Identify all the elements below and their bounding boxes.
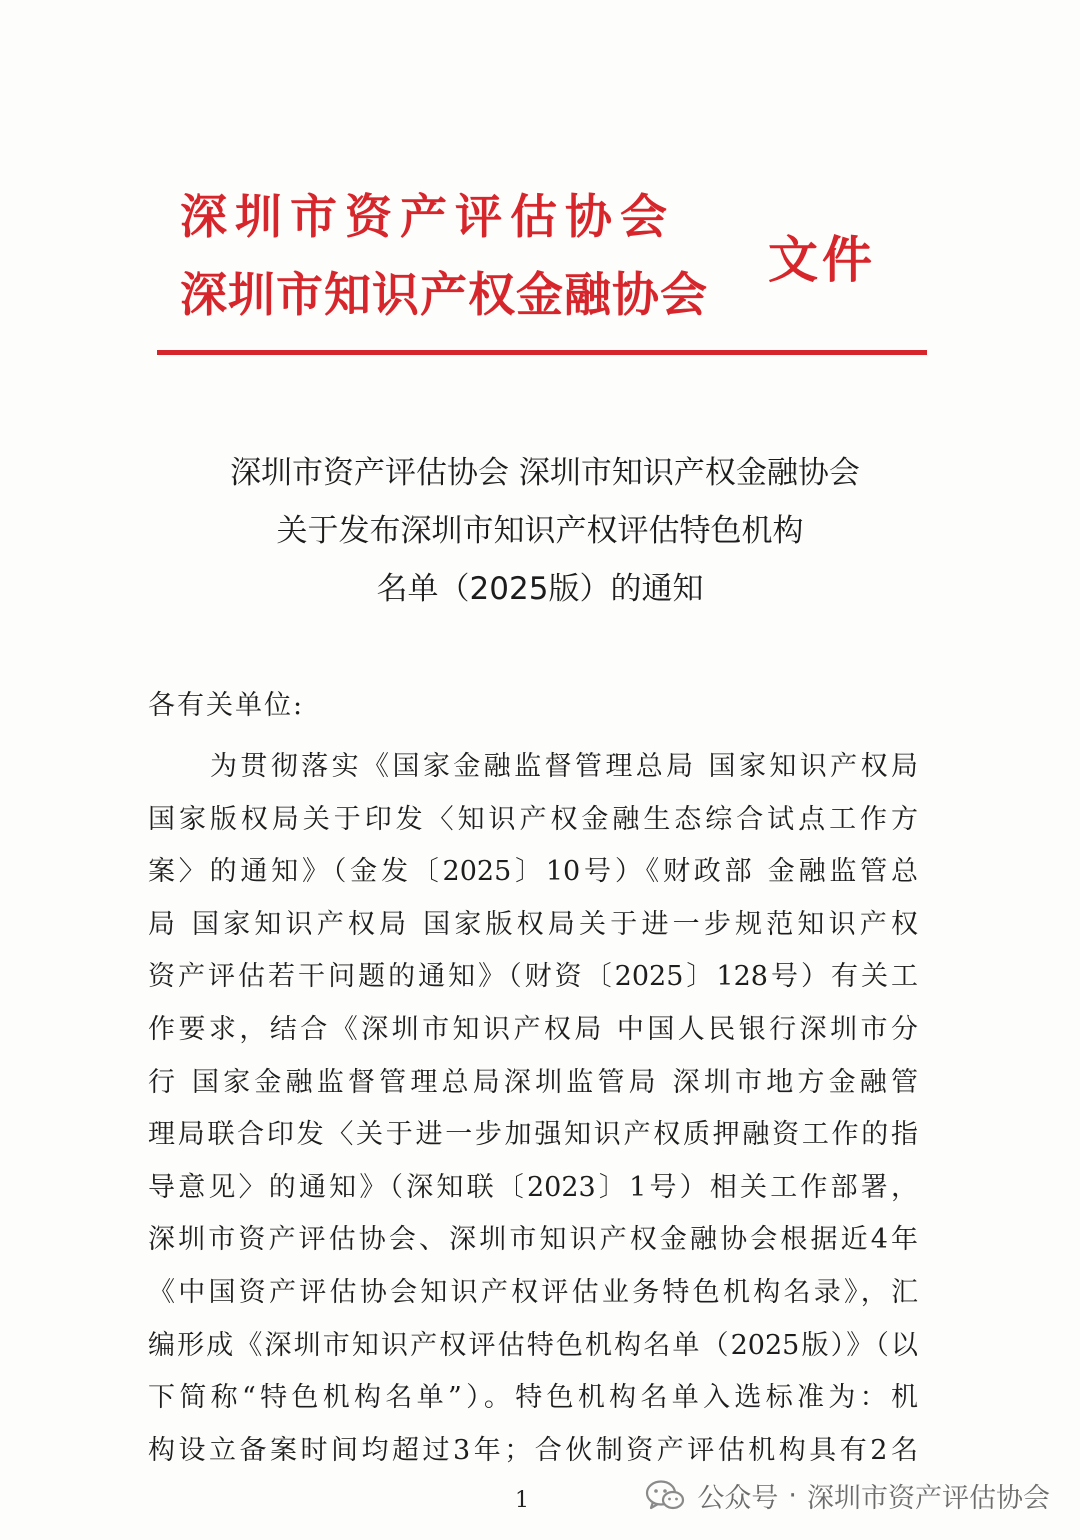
body-line: 构设立备案时间均超过3年；合伙制资产评估机构具有2名: [148, 1434, 918, 1466]
body-line: 为贯彻落实《国家金融监督管理总局 国家知识产权局: [210, 751, 918, 782]
body-line: 资产评估若干问题的通知》（财资〔2025〕128号）有关工: [148, 961, 918, 993]
document-word: 文件: [768, 231, 876, 289]
title-line-1: 深圳市资产评估协会 深圳市知识产权金融协会: [230, 455, 860, 491]
document-body: [148, 684, 918, 1477]
body-line: 深圳市资产评估协会、深圳市知识产权金融协会根据近4年: [148, 1224, 918, 1256]
body-line: 国家版权局关于印发〈知识产权金融生态综合试点工作方: [148, 803, 918, 835]
wechat-icon: [645, 1479, 685, 1513]
red-divider-line: [157, 350, 927, 355]
title-line-2: 关于发布深圳市知识产权评估特色机构: [276, 513, 804, 549]
salutation: 各有关单位:: [148, 690, 305, 721]
body-line: 编形成《深圳市知识产权评估特色机构名单（2025版）》（以: [148, 1329, 918, 1361]
title-line-3: 名单（2025版）的通知: [376, 571, 704, 607]
body-line: 作要求，结合《深圳市知识产权局 中国人民银行深圳市分: [148, 1013, 918, 1045]
body-line: 行 国家金融监督管理总局深圳监管局 深圳市地方金融管: [148, 1066, 918, 1098]
issuer-name-1: 深圳市资产评估协会: [180, 190, 675, 245]
body-line: 导意见〉的通知》（深知联〔2023〕1号）相关工作部署，: [148, 1171, 918, 1203]
watermark-prefix: 公众号: [697, 1483, 779, 1514]
body-line: 下简称“特色机构名单”）。特色机构名单入选标准为：机: [148, 1382, 918, 1414]
watermark-account: 深圳市资产评估协会: [807, 1483, 1050, 1514]
body-line: 理局联合印发〈关于进一步加强知识产权质押融资工作的指: [148, 1119, 918, 1151]
page-number: 1: [515, 1488, 529, 1513]
watermark-separator: ·: [788, 1480, 797, 1511]
issuer-name-2: 深圳市知识产权金融协会: [180, 268, 708, 323]
wechat-watermark: [645, 1476, 1050, 1515]
document-title: [0, 448, 1080, 622]
body-line: 《中国资产评估协会知识产权评估业务特色机构名录》，汇: [148, 1276, 918, 1308]
body-line: 局 国家知识产权局 国家版权局关于进一步规范知识产权: [148, 908, 918, 940]
body-line: 案〉的通知》（金发〔2025〕10号）《财政部 金融监管总: [148, 856, 918, 888]
letterhead: [180, 182, 920, 342]
